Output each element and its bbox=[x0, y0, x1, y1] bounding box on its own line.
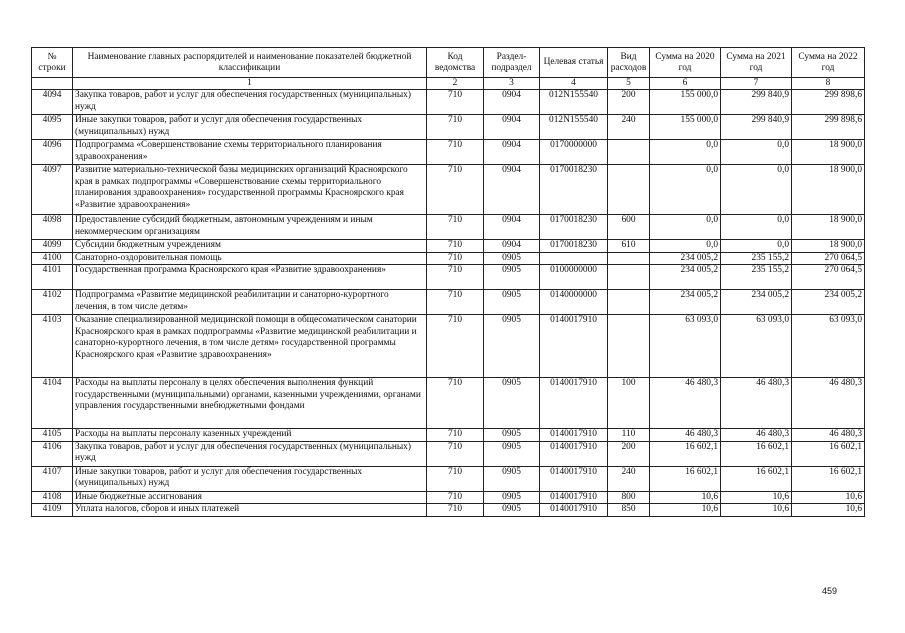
row-name: Закупка товаров, работ и услуг для обеспечения государственных (муниципальных) нужд bbox=[73, 90, 427, 115]
row-section: 0905 bbox=[484, 491, 540, 504]
row-code: 710 bbox=[427, 315, 484, 378]
row-target: 0140017910 bbox=[540, 491, 608, 504]
row-sum-2020: 63 093,0 bbox=[650, 315, 721, 378]
table-row bbox=[32, 215, 865, 240]
row-sum-2020: 10,6 bbox=[650, 504, 721, 517]
row-target: 0170018230 bbox=[540, 165, 608, 215]
table-row bbox=[32, 140, 865, 165]
row-target: 0140017910 bbox=[540, 378, 608, 429]
budget-table bbox=[31, 47, 865, 517]
row-section: 0905 bbox=[484, 466, 540, 491]
row-sum-2020: 46 480,3 bbox=[650, 429, 721, 442]
row-section: 0905 bbox=[484, 504, 540, 517]
row-target: 012N155540 bbox=[540, 90, 608, 115]
row-kind bbox=[608, 290, 650, 315]
row-sum-2022: 46 480,3 bbox=[792, 378, 865, 429]
row-number: 4107 bbox=[32, 466, 73, 491]
row-kind: 850 bbox=[608, 504, 650, 517]
row-sum-2020: 0,0 bbox=[650, 240, 721, 253]
row-kind bbox=[608, 252, 650, 265]
row-name: Подпрограмма «Совершенствование схемы территориального планирования здравоохранения» bbox=[73, 140, 427, 165]
row-number: 4100 bbox=[32, 252, 73, 265]
row-number: 4103 bbox=[32, 315, 73, 378]
row-number: 4099 bbox=[32, 240, 73, 253]
row-number: 4104 bbox=[32, 378, 73, 429]
row-section: 0905 bbox=[484, 265, 540, 290]
row-sum-2022: 46 480,3 bbox=[792, 429, 865, 442]
header-code: Код ведомства bbox=[427, 48, 484, 78]
row-kind bbox=[608, 265, 650, 290]
row-section: 0904 bbox=[484, 215, 540, 240]
row-name: Государственная программа Красноярского края «Развитие здравоохранения» bbox=[73, 265, 427, 290]
row-sum-2020: 10,6 bbox=[650, 491, 721, 504]
row-section: 0905 bbox=[484, 378, 540, 429]
row-name: Предоставление субсидий бюджетным, автономным учреждениям и иным некоммерческим организациям bbox=[73, 215, 427, 240]
row-sum-2020: 46 480,3 bbox=[650, 378, 721, 429]
row-target: 0140017910 bbox=[540, 466, 608, 491]
row-sum-2020: 0,0 bbox=[650, 215, 721, 240]
row-section: 0904 bbox=[484, 165, 540, 215]
row-sum-2021: 46 480,3 bbox=[721, 429, 792, 442]
row-section: 0904 bbox=[484, 140, 540, 165]
row-number: 4101 bbox=[32, 265, 73, 290]
row-sum-2022: 270 064,5 bbox=[792, 265, 865, 290]
row-section: 0905 bbox=[484, 315, 540, 378]
row-sum-2021: 63 093,0 bbox=[721, 315, 792, 378]
table-row bbox=[32, 252, 865, 265]
row-sum-2021: 16 602,1 bbox=[721, 441, 792, 466]
row-sum-2021: 46 480,3 bbox=[721, 378, 792, 429]
row-sum-2022: 234 005,2 bbox=[792, 290, 865, 315]
row-number: 4106 bbox=[32, 441, 73, 466]
row-kind: 100 bbox=[608, 378, 650, 429]
table-row bbox=[32, 429, 865, 442]
row-name: Иные закупки товаров, работ и услуг для обеспечения государственных (муниципальных) нужд bbox=[73, 115, 427, 140]
column-number-empty bbox=[32, 78, 73, 90]
row-section: 0905 bbox=[484, 290, 540, 315]
row-section: 0904 bbox=[484, 240, 540, 253]
row-code: 710 bbox=[427, 252, 484, 265]
row-target: 0140017910 bbox=[540, 504, 608, 517]
row-sum-2020: 234 005,2 bbox=[650, 290, 721, 315]
header-name: Наименование главных распорядителей и наименование показателей бюджетной классификации bbox=[73, 48, 427, 78]
row-sum-2022: 10,6 bbox=[792, 504, 865, 517]
page-number: 459 bbox=[822, 586, 838, 596]
row-code: 710 bbox=[427, 429, 484, 442]
row-number: 4097 bbox=[32, 165, 73, 215]
row-kind: 240 bbox=[608, 466, 650, 491]
table-row bbox=[32, 504, 865, 517]
row-sum-2021: 234 005,2 bbox=[721, 290, 792, 315]
row-target: 0140017910 bbox=[540, 429, 608, 442]
row-name: Оказание специализированной медицинской помощи в общесоматическом санатории Красноярского края в рамках подпрограммы «Развитие медицинской реабилитации и санаторно-курортного лечения, в том числе детям» государственной программы Красноярского края «Развитие здравоохранения» bbox=[73, 315, 427, 378]
row-kind: 110 bbox=[608, 429, 650, 442]
row-kind: 600 bbox=[608, 215, 650, 240]
table-row bbox=[32, 466, 865, 491]
row-section: 0905 bbox=[484, 441, 540, 466]
row-sum-2020: 0,0 bbox=[650, 140, 721, 165]
row-sum-2022: 10,6 bbox=[792, 491, 865, 504]
row-code: 710 bbox=[427, 466, 484, 491]
row-sum-2021: 10,6 bbox=[721, 491, 792, 504]
row-code: 710 bbox=[427, 441, 484, 466]
row-target: 0170018230 bbox=[540, 240, 608, 253]
row-kind: 200 bbox=[608, 441, 650, 466]
row-section: 0905 bbox=[484, 252, 540, 265]
header-sum-2020: Сумма на 2020 год bbox=[650, 48, 721, 78]
header-sum-2021: Сумма на 2021 год bbox=[721, 48, 792, 78]
header-kind: Вид расходов bbox=[608, 48, 650, 78]
table-row bbox=[32, 290, 865, 315]
table-row bbox=[32, 240, 865, 253]
row-target: 0170018230 bbox=[540, 215, 608, 240]
column-number: 2 bbox=[427, 78, 484, 90]
table-row bbox=[32, 115, 865, 140]
row-sum-2021: 299 840,9 bbox=[721, 90, 792, 115]
row-code: 710 bbox=[427, 240, 484, 253]
row-sum-2021: 235 155,2 bbox=[721, 252, 792, 265]
row-number: 4098 bbox=[32, 215, 73, 240]
row-sum-2020: 16 602,1 bbox=[650, 466, 721, 491]
table-row bbox=[32, 90, 865, 115]
row-number: 4096 bbox=[32, 140, 73, 165]
row-code: 710 bbox=[427, 165, 484, 215]
row-code: 710 bbox=[427, 90, 484, 115]
row-kind: 240 bbox=[608, 115, 650, 140]
row-number: 4094 bbox=[32, 90, 73, 115]
row-target: 0140017910 bbox=[540, 441, 608, 466]
column-number: 8 bbox=[792, 78, 865, 90]
row-code: 710 bbox=[427, 265, 484, 290]
row-number: 4102 bbox=[32, 290, 73, 315]
row-target: 0100000000 bbox=[540, 265, 608, 290]
row-sum-2020: 234 005,2 bbox=[650, 265, 721, 290]
row-code: 710 bbox=[427, 140, 484, 165]
row-code: 710 bbox=[427, 215, 484, 240]
row-sum-2020: 16 602,1 bbox=[650, 441, 721, 466]
row-sum-2022: 18 900,0 bbox=[792, 140, 865, 165]
row-sum-2022: 299 898,6 bbox=[792, 115, 865, 140]
row-target: 0140000000 bbox=[540, 290, 608, 315]
row-sum-2021: 235 155,2 bbox=[721, 265, 792, 290]
row-name: Санаторно-оздоровительная помощь bbox=[73, 252, 427, 265]
row-target bbox=[540, 252, 608, 265]
column-number: 1 bbox=[73, 78, 427, 90]
table-row bbox=[32, 165, 865, 215]
row-sum-2022: 16 602,1 bbox=[792, 466, 865, 491]
row-name: Подпрограмма «Развитие медицинской реабилитации и санаторно-курортного лечения, в том числе детям» bbox=[73, 290, 427, 315]
row-target: 0170000000 bbox=[540, 140, 608, 165]
row-number: 4095 bbox=[32, 115, 73, 140]
row-name: Закупка товаров, работ и услуг для обеспечения государственных (муниципальных) нужд bbox=[73, 441, 427, 466]
row-target: 0140017910 bbox=[540, 315, 608, 378]
row-code: 710 bbox=[427, 491, 484, 504]
row-kind: 200 bbox=[608, 90, 650, 115]
row-sum-2022: 63 093,0 bbox=[792, 315, 865, 378]
row-kind: 610 bbox=[608, 240, 650, 253]
row-sum-2020: 155 000,0 bbox=[650, 90, 721, 115]
row-name: Развитие материально-технической базы медицинских организаций Красноярского края в рамках подпрограммы «Совершенствование схемы территориального планирования здравоохранения» государственной программы Красноярского края «Развитие здравоохранения» bbox=[73, 165, 427, 215]
row-number: 4108 bbox=[32, 491, 73, 504]
header-num: № строки bbox=[32, 48, 73, 78]
header-target: Целевая статья bbox=[540, 48, 608, 78]
table-row bbox=[32, 315, 865, 378]
row-kind bbox=[608, 140, 650, 165]
row-sum-2022: 299 898,6 bbox=[792, 90, 865, 115]
row-number: 4109 bbox=[32, 504, 73, 517]
table-row bbox=[32, 441, 865, 466]
row-sum-2022: 270 064,5 bbox=[792, 252, 865, 265]
column-number: 3 bbox=[484, 78, 540, 90]
row-section: 0905 bbox=[484, 429, 540, 442]
row-kind bbox=[608, 165, 650, 215]
row-name: Иные бюджетные ассигнования bbox=[73, 491, 427, 504]
row-name: Расходы на выплаты персоналу в целях обеспечения выполнения функций государственными (муниципальными) органами, казенными учреждениями, органами управления государственными внебюджетными фондами bbox=[73, 378, 427, 429]
row-sum-2021: 299 840,9 bbox=[721, 115, 792, 140]
row-sum-2020: 234 005,2 bbox=[650, 252, 721, 265]
row-number: 4105 bbox=[32, 429, 73, 442]
row-kind bbox=[608, 315, 650, 378]
row-code: 710 bbox=[427, 290, 484, 315]
header-section: Раздел-подраздел bbox=[484, 48, 540, 78]
column-number-row bbox=[32, 78, 865, 90]
column-number: 7 bbox=[721, 78, 792, 90]
table-row bbox=[32, 265, 865, 290]
column-number: 6 bbox=[650, 78, 721, 90]
table-row bbox=[32, 378, 865, 429]
column-number: 4 bbox=[540, 78, 608, 90]
row-target: 012N155540 bbox=[540, 115, 608, 140]
row-name: Субсидии бюджетным учреждениям bbox=[73, 240, 427, 253]
row-sum-2020: 0,0 bbox=[650, 165, 721, 215]
row-sum-2021: 0,0 bbox=[721, 140, 792, 165]
row-sum-2020: 155 000,0 bbox=[650, 115, 721, 140]
row-sum-2021: 0,0 bbox=[721, 240, 792, 253]
row-section: 0904 bbox=[484, 90, 540, 115]
row-code: 710 bbox=[427, 378, 484, 429]
row-code: 710 bbox=[427, 115, 484, 140]
row-sum-2021: 10,6 bbox=[721, 504, 792, 517]
column-number: 5 bbox=[608, 78, 650, 90]
row-name: Иные закупки товаров, работ и услуг для обеспечения государственных (муниципальных) нужд bbox=[73, 466, 427, 491]
row-code: 710 bbox=[427, 504, 484, 517]
row-section: 0904 bbox=[484, 115, 540, 140]
row-sum-2022: 18 900,0 bbox=[792, 215, 865, 240]
row-sum-2021: 0,0 bbox=[721, 215, 792, 240]
row-sum-2022: 18 900,0 bbox=[792, 165, 865, 215]
header-row bbox=[32, 48, 865, 78]
header-sum-2022: Сумма на 2022 год bbox=[792, 48, 865, 78]
row-name: Расходы на выплаты персоналу казенных учреждений bbox=[73, 429, 427, 442]
table-row bbox=[32, 491, 865, 504]
row-sum-2021: 16 602,1 bbox=[721, 466, 792, 491]
row-sum-2022: 16 602,1 bbox=[792, 441, 865, 466]
row-sum-2022: 18 900,0 bbox=[792, 240, 865, 253]
row-sum-2021: 0,0 bbox=[721, 165, 792, 215]
row-kind: 800 bbox=[608, 491, 650, 504]
row-name: Уплата налогов, сборов и иных платежей bbox=[73, 504, 427, 517]
